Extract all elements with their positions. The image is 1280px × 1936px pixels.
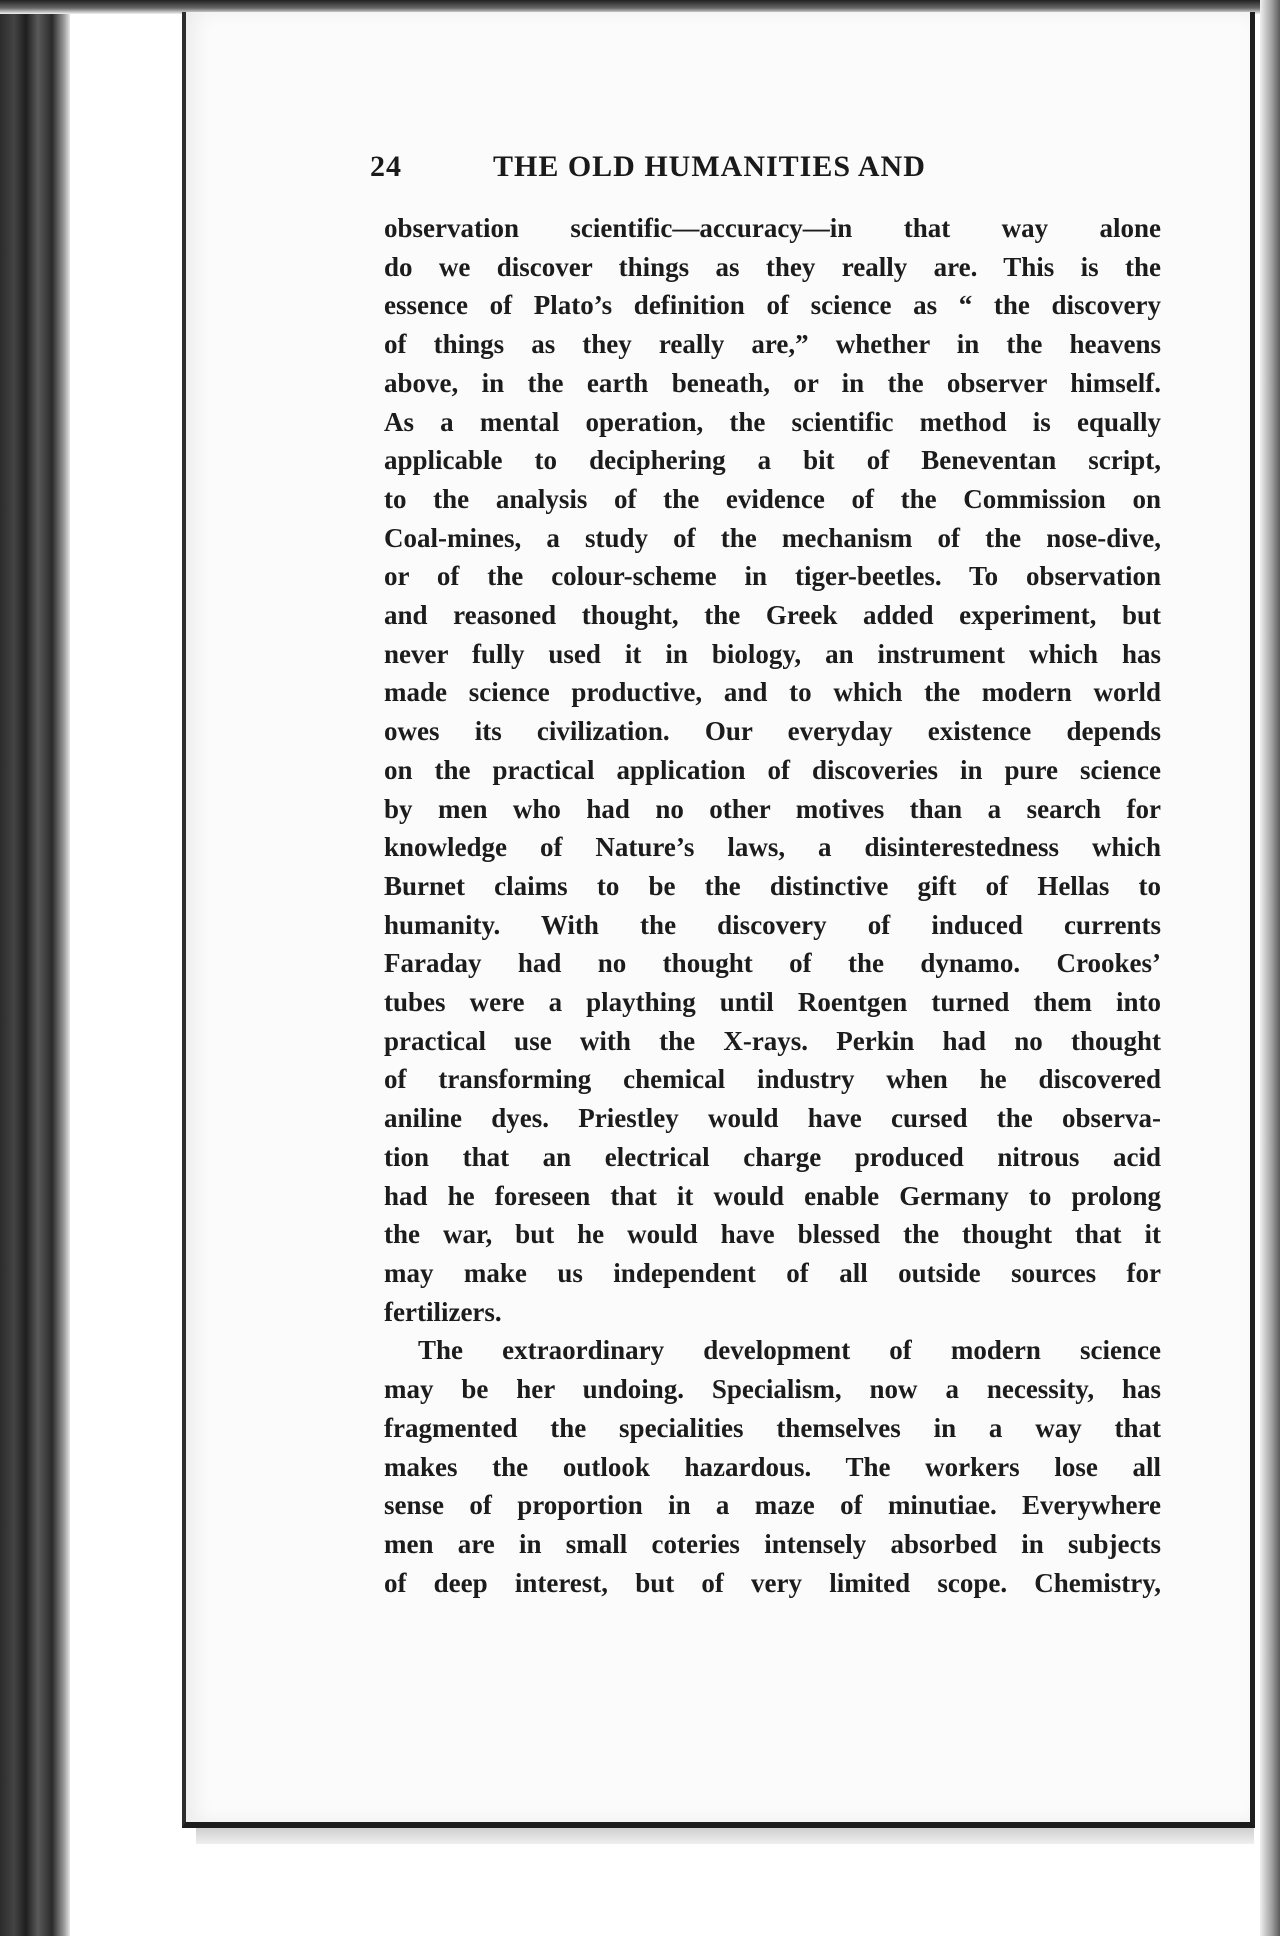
text-line: and reasoned thought, the Greek added experiment, but — [384, 600, 1161, 631]
text-line: tion that an electrical charge produced nitrous acid — [384, 1141, 1161, 1172]
text-line: do we discover things as they really are. This is the — [384, 251, 1161, 282]
text-line: Coal-mines, a study of the mechanism of the nose-dive, — [384, 522, 1161, 553]
text-line: The extraordinary development of modern science — [418, 1335, 1161, 1366]
text-line: aniline dyes. Priestley would have cursed the observa- — [384, 1103, 1161, 1134]
text-line: to the analysis of the evidence of the Commission on — [384, 483, 1161, 514]
text-line: on the practical application of discoveries in pure science — [384, 754, 1161, 785]
text-line: of deep interest, but of very limited scope. Chemistry, — [384, 1567, 1161, 1598]
page-number: 24 — [370, 150, 402, 183]
paragraph-1 — [384, 209, 1161, 1331]
text-line: fertilizers. — [384, 1296, 502, 1327]
text-line: made science productive, and to which the modern world — [384, 677, 1161, 708]
text-line: Burnet claims to be the distinctive gift of Hellas to — [384, 870, 1161, 901]
text-line: may make us independent of all outside sources for — [384, 1257, 1161, 1288]
book-spine-edge — [0, 0, 70, 1936]
text-line: makes the outlook hazardous. The workers lose all — [384, 1451, 1161, 1482]
text-line: never fully used it in biology, an instrument which has — [384, 638, 1161, 669]
page-stack-edge — [196, 1828, 1254, 1844]
text-line: of things as they really are,” whether in the heavens — [384, 329, 1161, 360]
text-line: knowledge of Nature’s laws, a disinterestedness which — [384, 832, 1161, 863]
text-line: applicable to deciphering a bit of Beneventan script, — [384, 445, 1161, 476]
body-text — [384, 209, 1161, 1602]
text-line: As a mental operation, the scientific method is equally — [384, 406, 1161, 437]
text-line: fragmented the specialities themselves in a way that — [384, 1412, 1161, 1443]
text-line: essence of Plato’s definition of science as “ the discovery — [384, 290, 1161, 321]
text-line: practical use with the X-rays. Perkin had no thought — [384, 1025, 1161, 1056]
text-line: had he foreseen that it would enable Germany to prolong — [384, 1180, 1161, 1211]
text-line: above, in the earth beneath, or in the observer himself. — [384, 367, 1161, 398]
text-line: humanity. With the discovery of induced currents — [384, 909, 1161, 940]
text-line: owes its civilization. Our everyday existence depends — [384, 716, 1161, 747]
book-right-edge — [1260, 0, 1280, 1936]
text-line: may be her undoing. Specialism, now a necessity, has — [384, 1374, 1161, 1405]
running-title: THE OLD HUMANITIES AND — [492, 150, 926, 183]
text-line: men are in small coteries intensely absorbed in subjects — [384, 1528, 1161, 1559]
text-line: tubes were a plaything until Roentgen turned them into — [384, 987, 1161, 1018]
text-line: observation scientific—accuracy—in that way alone — [384, 213, 1161, 243]
text-line: sense of proportion in a maze of minutiae. Everywhere — [384, 1490, 1161, 1521]
running-header — [370, 150, 1170, 184]
text-line: of transforming chemical industry when he discovered — [384, 1064, 1161, 1095]
text-line: the war, but he would have blessed the thought that it — [384, 1219, 1161, 1250]
text-line: by men who had no other motives than a search for — [384, 793, 1161, 824]
paragraph-2 — [384, 1331, 1161, 1602]
text-line: or of the colour-scheme in tiger-beetles. To observation — [384, 561, 1161, 592]
text-line: Faraday had no thought of the dynamo. Crookes’ — [384, 948, 1161, 979]
